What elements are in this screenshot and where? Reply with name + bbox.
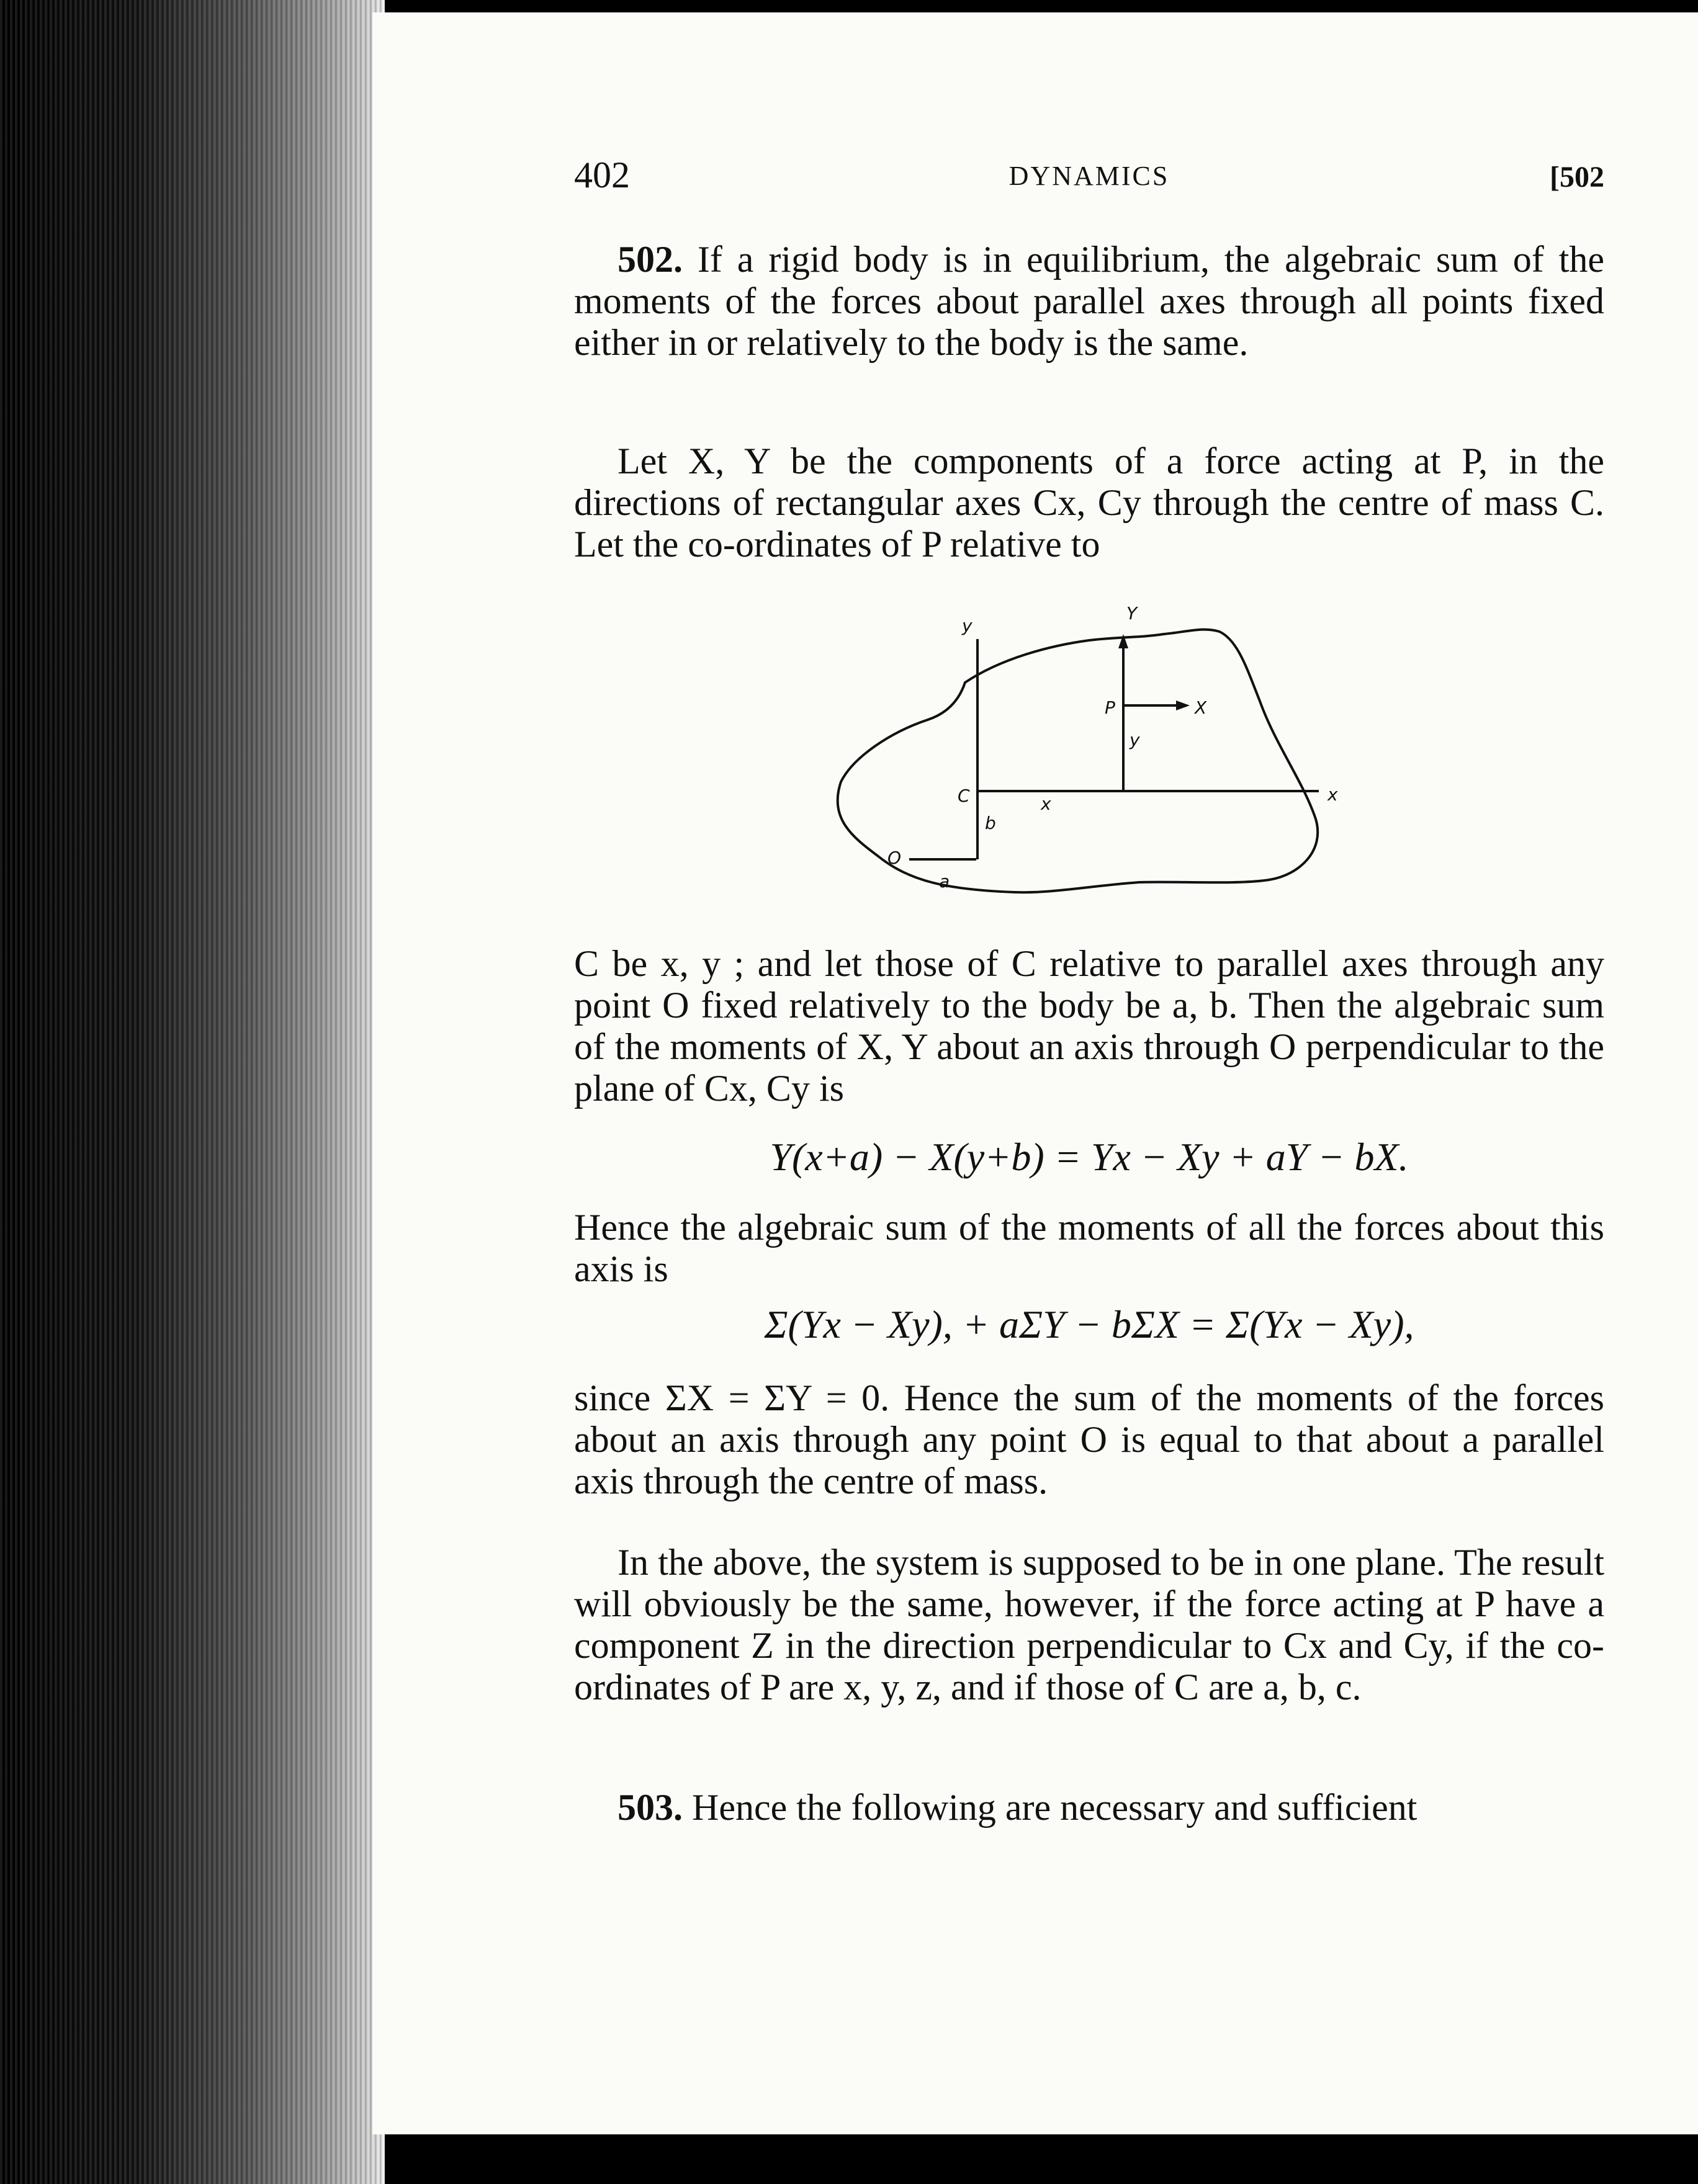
paragraph-502 bbox=[574, 239, 1604, 364]
paragraph-503 bbox=[574, 1787, 1604, 1828]
paragraph-502-text: If a rigid body is in equilibrium, the algebraic sum of the moments of the forces about parallel axes through all points fixed either in or relatively to the body is the same. bbox=[574, 239, 1604, 363]
book-page-edges bbox=[0, 0, 385, 2184]
section-number-503: 503. bbox=[618, 1787, 683, 1828]
label-P: P bbox=[1105, 697, 1115, 718]
label-Y-force: Y bbox=[1126, 603, 1138, 624]
body-diagram bbox=[742, 583, 1399, 931]
x-force-arrowhead bbox=[1176, 700, 1190, 710]
equation-sum: Σ(Yx − Xy), + aΣY − bΣX = Σ(Yx − Xy), bbox=[764, 1302, 1414, 1346]
label-X-force: X bbox=[1195, 697, 1207, 718]
equation-moments: Y(x+a) − X(y+b) = Yx − Xy + aY − bX. bbox=[770, 1135, 1409, 1179]
section-number-502: 502. bbox=[618, 239, 683, 280]
label-b: b bbox=[985, 813, 996, 833]
label-x-axis: x bbox=[1327, 784, 1338, 805]
label-O: O bbox=[887, 848, 902, 868]
book-page bbox=[372, 12, 1698, 2134]
page-number: 402 bbox=[574, 154, 630, 195]
paragraph-hence: Hence the algebraic sum of the moments of all the forces about this axis is bbox=[574, 1207, 1604, 1289]
body-outline bbox=[838, 630, 1318, 893]
label-a: a bbox=[939, 871, 950, 892]
paragraph-since: since ΣX = ΣY = 0. Hence the sum of the moments of the forces about an axis through any point O is equal to that about a parallel axis through the centre of mass. bbox=[574, 1377, 1604, 1502]
running-head bbox=[574, 154, 1604, 204]
label-y-coord: y bbox=[1130, 730, 1140, 750]
label-C: C bbox=[958, 785, 970, 806]
label-y-axis: y bbox=[962, 615, 973, 636]
section-marker: [502 bbox=[1550, 161, 1604, 194]
running-title: DYNAMICS bbox=[1008, 161, 1170, 191]
paragraph-503-text: Hence the following are necessary and sufficient bbox=[692, 1787, 1417, 1828]
paragraph-coordinates: C be x, y ; and let those of C relative to parallel axes through any point O fixed relatively to the body be a, b. Then the algebraic sum of the moments of X, Y about an axis through O perpendicular to the plane of Cx, Cy is bbox=[574, 943, 1604, 1109]
label-x-coord: x bbox=[1041, 794, 1051, 814]
paragraph-components: Let X, Y be the components of a force acting at P, in the directions of rectangular axes Cx, Cy through the centre of mass C. Let the co-ordinates of P relative to bbox=[574, 441, 1604, 565]
paragraph-above: In the above, the system is supposed to be in one plane. The result will obviously be the same, however, if the force acting at P have a component Z in the direction perpendicular to Cx and Cy, if the co-ordinates of P are x, y, z, and if those of C are a, b, c. bbox=[574, 1542, 1604, 1707]
